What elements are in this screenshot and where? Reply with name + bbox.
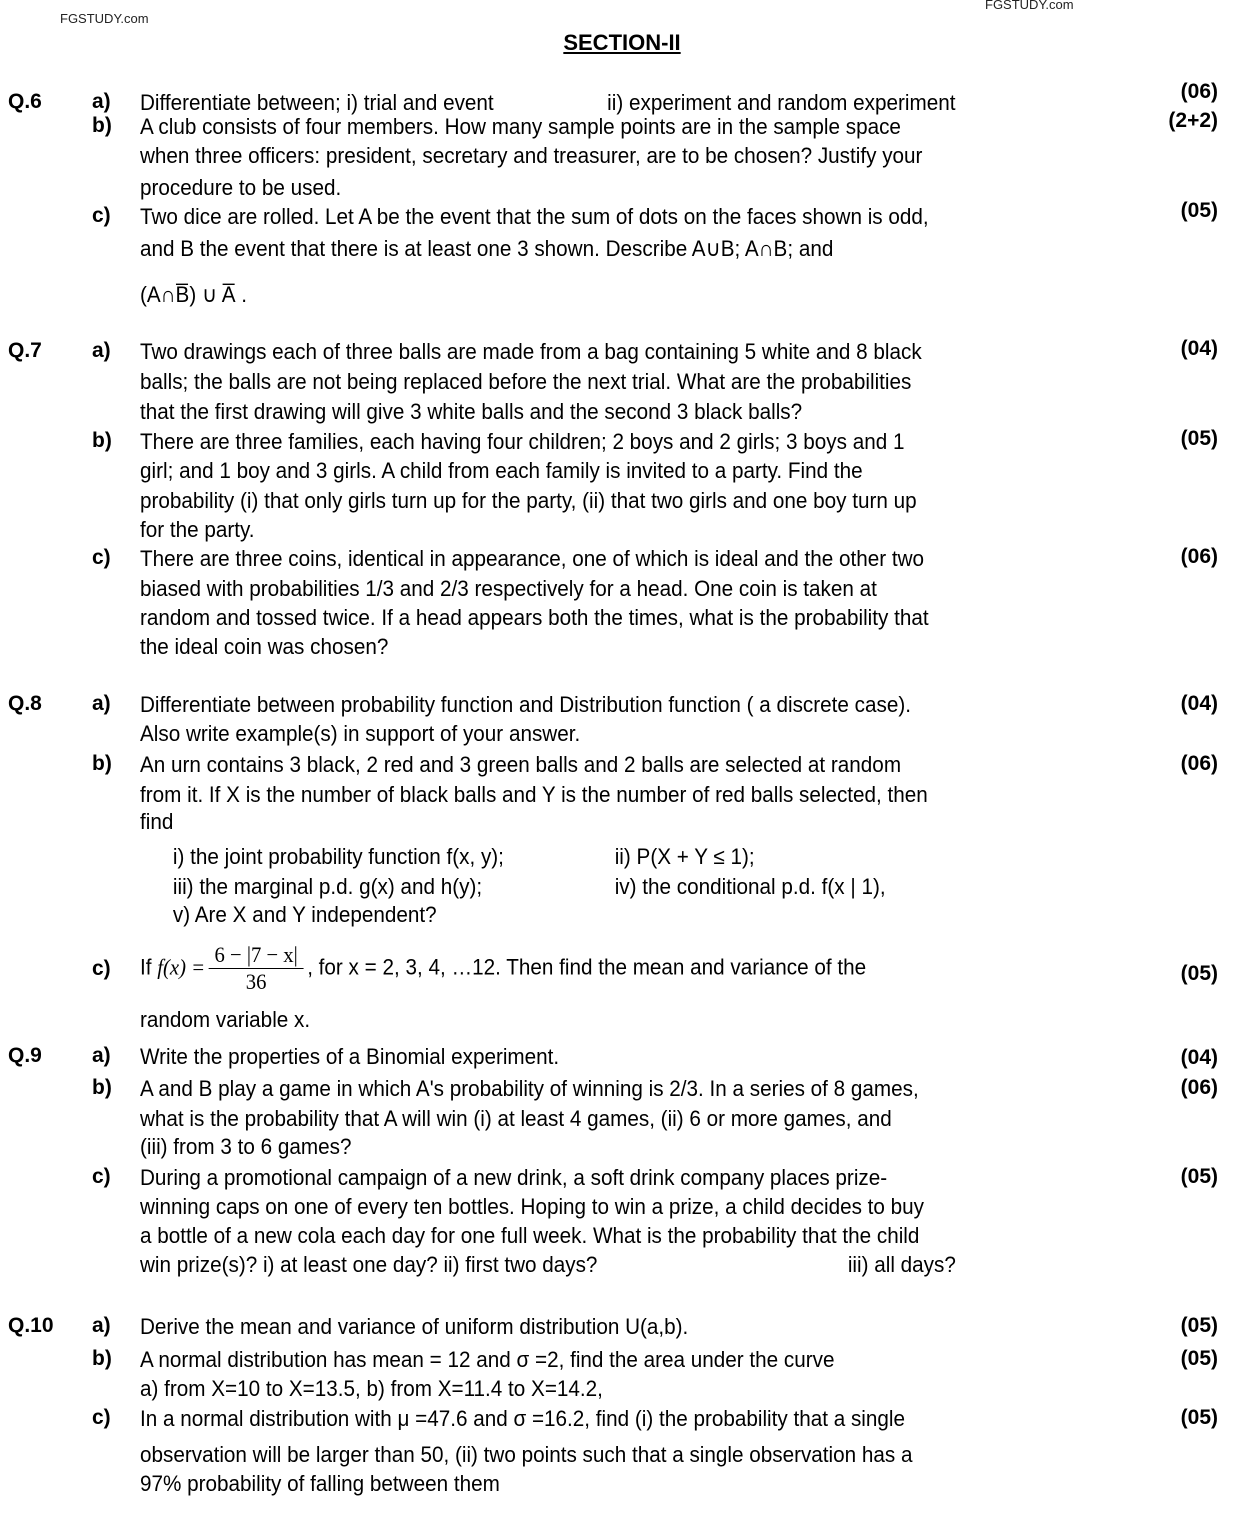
question-text-line: 97% probability of falling between them — [140, 1471, 500, 1496]
part-letter: a) — [92, 339, 111, 362]
formula-function: f(x) = — [157, 954, 206, 980]
question-text-line: procedure to be used. — [140, 175, 342, 200]
question-text-line — [140, 942, 866, 995]
question-text-line: what is the probability that A will win (i) at least 4 games, (ii) 6 or more games, and — [140, 1106, 892, 1131]
marks-label: (06) — [1180, 545, 1218, 568]
question-text-line: (iii) from 3 to 6 games? — [140, 1134, 352, 1159]
question-text-line — [140, 844, 1080, 870]
question-text-line: Two drawings each of three balls are made from a bag containing 5 white and 8 black — [140, 339, 922, 364]
question-text-line: and B the event that there is at least one 3 shown. Describe A∪B; A∩B; and — [140, 236, 834, 261]
question-text-line: girl; and 1 boy and 3 girls. A child from each family is invited to a party. Find the — [140, 458, 863, 483]
part-letter: c) — [92, 546, 111, 569]
question-text-line — [140, 90, 1080, 116]
marks-label: (05) — [1180, 962, 1218, 985]
question-number: Q.8 — [8, 692, 42, 715]
question-number: Q.6 — [8, 90, 42, 113]
fraction-denominator: 36 — [245, 969, 267, 994]
formula-prefix: If — [140, 954, 152, 980]
part-letter: c) — [92, 1406, 111, 1429]
question-text-line: that the first drawing will give 3 white balls and the second 3 black balls? — [140, 399, 803, 424]
question-text-line: for the party. — [140, 517, 255, 542]
section-title: SECTION-II — [563, 30, 681, 55]
marks-label: (06) — [1180, 1076, 1218, 1099]
marks-label: (06) — [1180, 752, 1218, 775]
question-text-line: random variable x. — [140, 1007, 311, 1032]
fraction-numerator: 6 − |7 − x| — [209, 942, 304, 969]
part-letter: b) — [92, 114, 112, 137]
question-text-line: a bottle of a new cola each day for one full week. What is the probability that the child — [140, 1223, 920, 1248]
part-letter: c) — [92, 1165, 111, 1188]
question-text-line: when three officers: president, secretary and treasurer, are to be chosen? Justify your — [140, 143, 923, 168]
question-text-line: Write the properties of a Binomial experiment. — [140, 1044, 560, 1069]
marks-label: (06) — [1180, 80, 1218, 103]
question-text-line: a) from X=10 to X=13.5, b) from X=11.4 to X=14.2, — [140, 1376, 603, 1401]
formula-fraction — [209, 942, 304, 995]
question-text-line: There are three coins, identical in appearance, one of which is ideal and the other two — [140, 546, 925, 571]
question-text-line: the ideal coin was chosen? — [140, 634, 389, 659]
text-segment: iii) all days? — [847, 1252, 956, 1277]
part-letter: a) — [92, 90, 111, 113]
question-text-line: winning caps on one of every ten bottles. Hoping to win a prize, a child decides to buy — [140, 1194, 925, 1219]
marks-label: (05) — [1180, 1347, 1218, 1370]
question-text-line — [140, 902, 1080, 928]
question-text-line — [140, 1252, 1080, 1278]
watermark-top-left: FGSTUDY.com — [60, 11, 149, 26]
question-text-line: probability (i) that only girls turn up for the party, (ii) that two girls and one boy turn up — [140, 488, 917, 513]
text-segment: iv) the conditional p.d. f(x | 1), — [614, 874, 886, 899]
question-text-line: In a normal distribution with μ =47.6 and σ =16.2, find (i) the probability that a single — [140, 1406, 905, 1431]
part-letter: c) — [92, 957, 111, 980]
question-number: Q.10 — [8, 1314, 54, 1337]
question-text-line: observation will be larger than 50, (ii) two points such that a single observation has a — [140, 1442, 913, 1467]
question-text-line: Differentiate between probability function and Distribution function ( a discrete case). — [140, 692, 911, 717]
part-letter: c) — [92, 204, 111, 227]
marks-label: (05) — [1180, 1165, 1218, 1188]
part-letter: a) — [92, 1044, 111, 1067]
question-text-line: Two dice are rolled. Let A be the event that the sum of dots on the faces shown is odd, — [140, 204, 929, 229]
question-text-line: There are three families, each having four children; 2 boys and 2 girls; 3 boys and 1 — [140, 429, 905, 454]
question-text-line: find — [140, 809, 174, 834]
part-letter: b) — [92, 752, 112, 775]
marks-label: (04) — [1180, 337, 1218, 360]
formula-suffix: , for x = 2, 3, 4, …12. Then find the mean and variance of the — [307, 954, 867, 980]
text-segment: ii) experiment and random experiment — [607, 90, 956, 115]
text-segment: ii) P(X + Y ≤ 1); — [614, 844, 755, 869]
question-text-line: (A∩B̅) ∪ A̅ . — [140, 282, 247, 307]
text-segment: win prize(s)? i) at least one day? ii) first two days? — [140, 1252, 598, 1277]
question-text-line: A club consists of four members. How many sample points are in the sample space — [140, 114, 901, 139]
question-text-line: An urn contains 3 black, 2 red and 3 green balls and 2 balls are selected at random — [140, 752, 902, 777]
question-number: Q.7 — [8, 339, 42, 362]
part-letter: b) — [92, 1076, 112, 1099]
text-segment: Differentiate between; i) trial and event — [140, 90, 494, 115]
question-number: Q.9 — [8, 1044, 42, 1067]
part-letter: b) — [92, 429, 112, 452]
marks-label: (2+2) — [1168, 109, 1218, 132]
question-text-line: During a promotional campaign of a new drink, a soft drink company places prize- — [140, 1165, 888, 1190]
marks-label: (05) — [1180, 427, 1218, 450]
question-text-line: Also write example(s) in support of your answer. — [140, 721, 581, 746]
marks-label: (05) — [1180, 199, 1218, 222]
marks-label: (05) — [1180, 1406, 1218, 1429]
marks-label: (05) — [1180, 1314, 1218, 1337]
question-text-line: Derive the mean and variance of uniform distribution U(a,b). — [140, 1314, 689, 1339]
text-segment: i) the joint probability function f(x, y); — [172, 844, 504, 869]
question-text-line: A normal distribution has mean = 12 and σ =2, find the area under the curve — [140, 1347, 835, 1372]
part-letter: b) — [92, 1347, 112, 1370]
question-text-line — [140, 874, 1080, 900]
marks-label: (04) — [1180, 1046, 1218, 1069]
question-text-line: balls; the balls are not being replaced before the next trial. What are the probabilities — [140, 369, 912, 394]
part-letter: a) — [92, 1314, 111, 1337]
text-segment: iii) the marginal p.d. g(x) and h(y); — [172, 874, 483, 899]
part-letter: a) — [92, 692, 111, 715]
marks-label: (04) — [1180, 692, 1218, 715]
question-text-line: A and B play a game in which A's probability of winning is 2/3. In a series of 8 games, — [140, 1076, 919, 1101]
question-text-line: biased with probabilities 1/3 and 2/3 respectively for a head. One coin is taken at — [140, 576, 877, 601]
question-text-line: random and tossed twice. If a head appears both the times, what is the probability that — [140, 605, 929, 630]
watermark-top-right: FGSTUDY.com — [985, 0, 1074, 12]
question-text-line: from it. If X is the number of black balls and Y is the number of red balls selected, then — [140, 782, 928, 807]
text-segment: v) Are X and Y independent? — [172, 902, 437, 927]
